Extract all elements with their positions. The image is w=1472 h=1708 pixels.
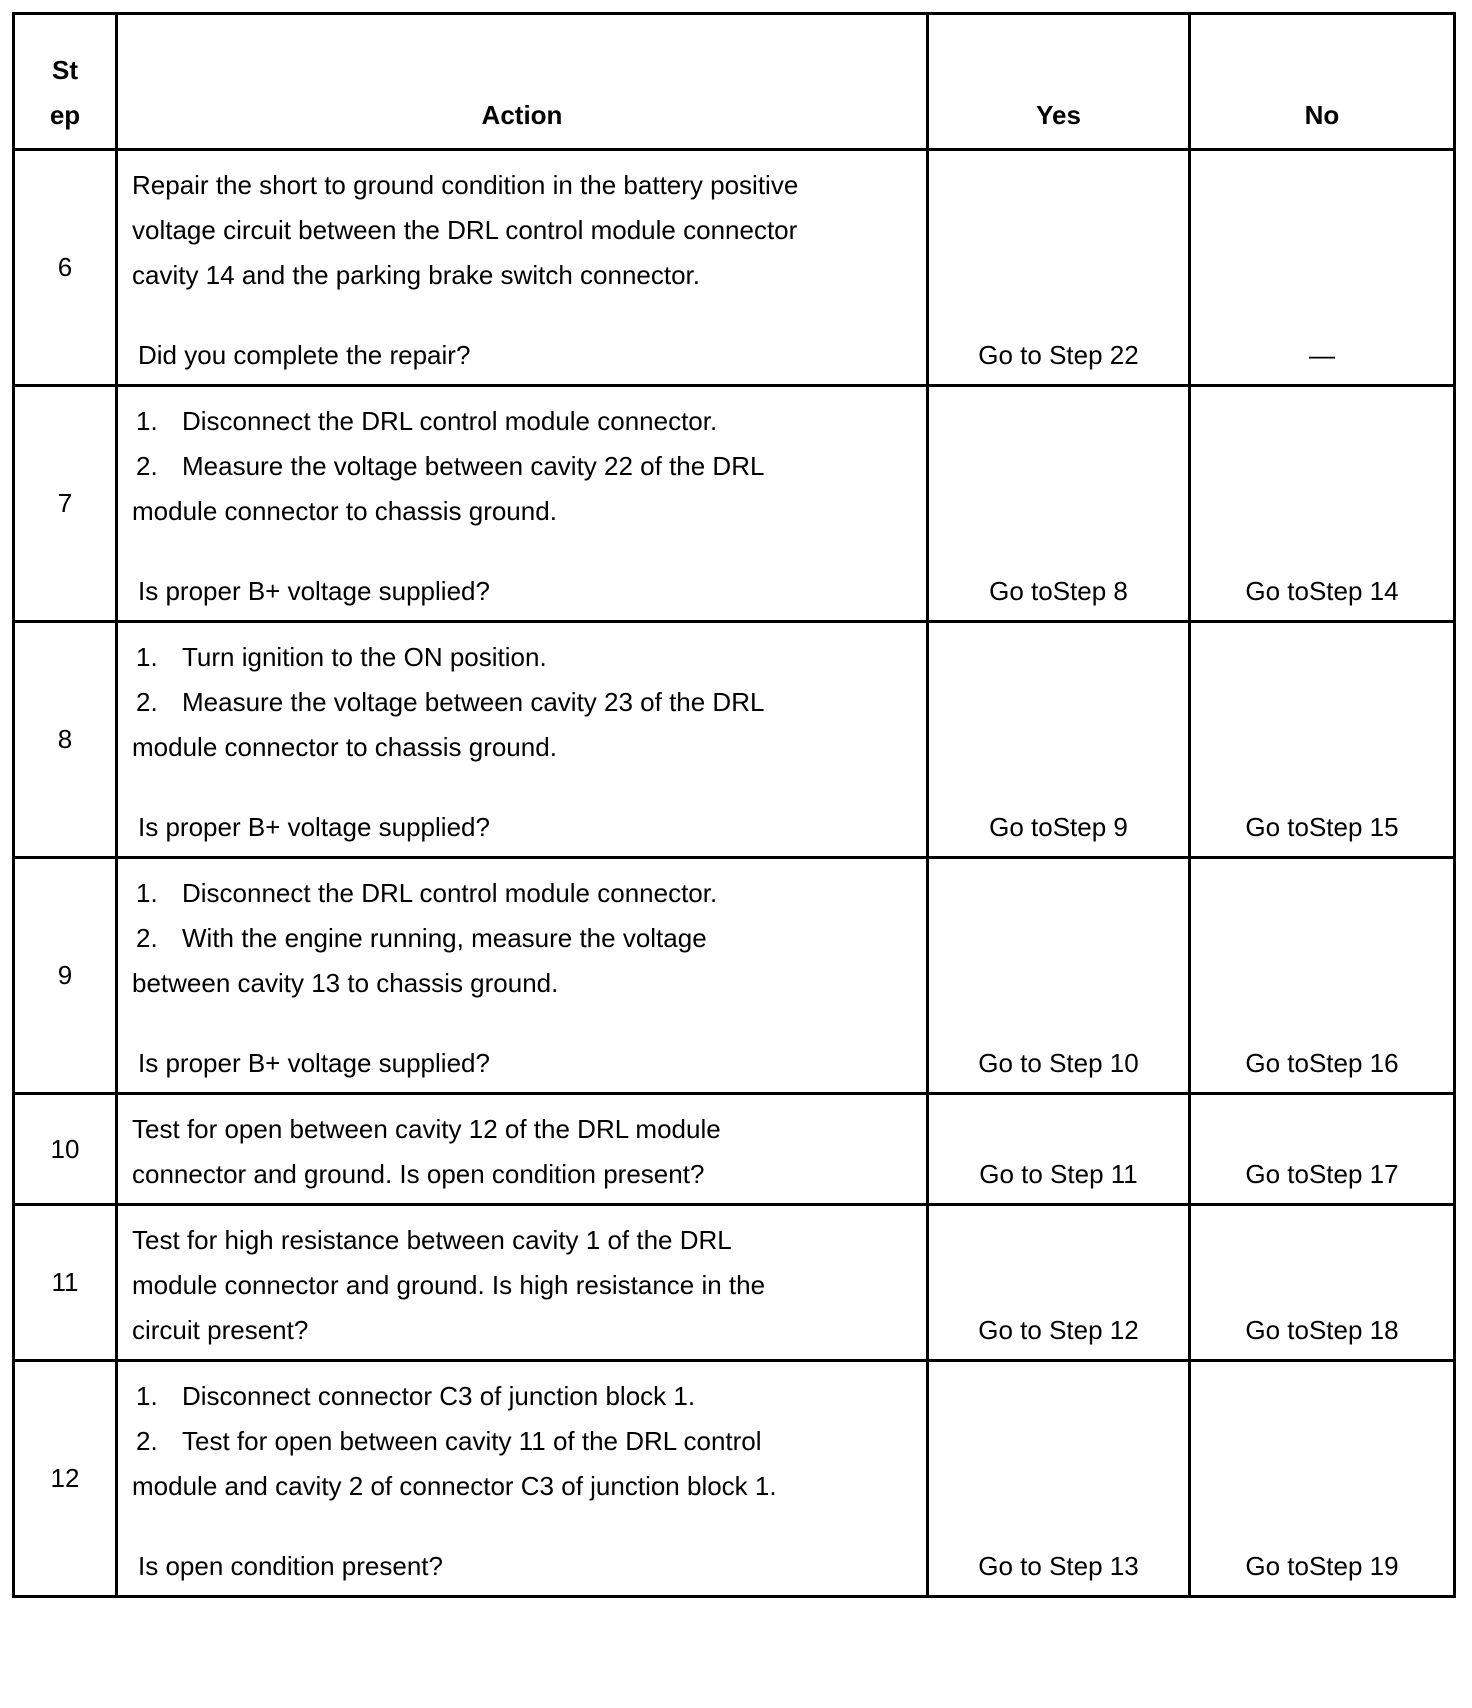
no-result: Go toStep 15	[1190, 622, 1455, 858]
step-number: 7	[14, 386, 117, 622]
step-number: 11	[14, 1205, 117, 1361]
step-number: 12	[14, 1361, 117, 1597]
header-step-line1: St	[52, 55, 78, 85]
action-line: module connector and ground. Is high resistance in the	[132, 1270, 766, 1300]
list-number: 2.	[136, 451, 158, 481]
action-line: cavity 14 and the parking brake switch connector.	[132, 260, 700, 290]
action-question: Is proper B+ voltage supplied?	[138, 1048, 490, 1078]
list-number: 2.	[136, 687, 158, 717]
action-line	[132, 916, 912, 961]
action-cell	[117, 1361, 928, 1597]
header-no: No	[1190, 14, 1455, 150]
table-row	[14, 1361, 1455, 1597]
list-number: 2.	[136, 923, 158, 953]
list-text: module and cavity 2 of connector C3 of junction block 1.	[132, 1471, 777, 1501]
yes-result: Go toStep 9	[928, 622, 1190, 858]
step-number: 6	[14, 150, 117, 386]
action-line: Repair the short to ground condition in the battery positive	[132, 170, 799, 200]
table-row	[14, 386, 1455, 622]
action-line	[132, 1374, 912, 1419]
action-question: Did you complete the repair?	[138, 340, 471, 370]
action-cell	[117, 1094, 928, 1205]
list-text: module connector to chassis ground.	[132, 496, 557, 526]
list-text: Test for open between cavity 11 of the DRL control	[182, 1426, 762, 1456]
no-result: —	[1190, 150, 1455, 386]
yes-result: Go toStep 8	[928, 386, 1190, 622]
action-line: connector and ground. Is open condition present?	[132, 1159, 705, 1189]
table-row	[14, 858, 1455, 1094]
no-result: Go toStep 14	[1190, 386, 1455, 622]
list-number: 1.	[136, 406, 158, 436]
list-text: Disconnect the DRL control module connector.	[182, 878, 718, 908]
list-text: Measure the voltage between cavity 23 of the DRL	[182, 687, 765, 717]
action-line: voltage circuit between the DRL control module connector	[132, 215, 798, 245]
table-row	[14, 150, 1455, 386]
list-text: Disconnect connector C3 of junction block 1.	[182, 1381, 696, 1411]
list-text: Turn ignition to the ON position.	[182, 642, 547, 672]
header-step	[14, 14, 117, 150]
list-text: between cavity 13 to chassis ground.	[132, 968, 559, 998]
action-line	[132, 1419, 912, 1464]
action-line: Test for open between cavity 12 of the DRL module	[132, 1114, 721, 1144]
action-line: circuit present?	[132, 1315, 309, 1345]
header-yes: Yes	[928, 14, 1190, 150]
action-line: Test for high resistance between cavity 1 of the DRL	[132, 1225, 732, 1255]
yes-result: Go to Step 11	[928, 1094, 1190, 1205]
action-line	[132, 961, 912, 1006]
step-number: 8	[14, 622, 117, 858]
action-line	[132, 444, 912, 489]
yes-result: Go to Step 12	[928, 1205, 1190, 1361]
header-step-line2: ep	[49, 100, 81, 130]
step-number: 9	[14, 858, 117, 1094]
list-text: Disconnect the DRL control module connector.	[182, 406, 718, 436]
table-row	[14, 1205, 1455, 1361]
yes-result: Go to Step 10	[928, 858, 1190, 1094]
table-row	[14, 1094, 1455, 1205]
header-action: Action	[117, 14, 928, 150]
action-question: Is proper B+ voltage supplied?	[138, 812, 490, 842]
action-cell	[117, 858, 928, 1094]
step-number: 10	[14, 1094, 117, 1205]
list-number: 2.	[136, 1426, 158, 1456]
list-text: module connector to chassis ground.	[132, 732, 557, 762]
action-cell	[117, 1205, 928, 1361]
header-row	[14, 14, 1455, 150]
action-line	[132, 725, 912, 770]
action-line	[132, 871, 912, 916]
no-result: Go toStep 16	[1190, 858, 1455, 1094]
action-cell	[117, 150, 928, 386]
list-number: 1.	[136, 1381, 158, 1411]
list-text: With the engine running, measure the voltage	[182, 923, 707, 953]
no-result: Go toStep 18	[1190, 1205, 1455, 1361]
action-question: Is proper B+ voltage supplied?	[138, 576, 490, 606]
table-row	[14, 622, 1455, 858]
action-line	[132, 489, 912, 534]
action-line	[132, 635, 912, 680]
no-result: Go toStep 19	[1190, 1361, 1455, 1597]
list-number: 1.	[136, 878, 158, 908]
action-cell	[117, 386, 928, 622]
list-text: Measure the voltage between cavity 22 of the DRL	[182, 451, 765, 481]
no-result: Go toStep 17	[1190, 1094, 1455, 1205]
action-line	[132, 1464, 912, 1509]
action-question: Is open condition present?	[138, 1551, 443, 1581]
diagnostic-table	[12, 12, 1456, 1598]
yes-result: Go to Step 22	[928, 150, 1190, 386]
action-cell	[117, 622, 928, 858]
yes-result: Go to Step 13	[928, 1361, 1190, 1597]
list-number: 1.	[136, 642, 158, 672]
action-line	[132, 399, 912, 444]
action-line	[132, 680, 912, 725]
